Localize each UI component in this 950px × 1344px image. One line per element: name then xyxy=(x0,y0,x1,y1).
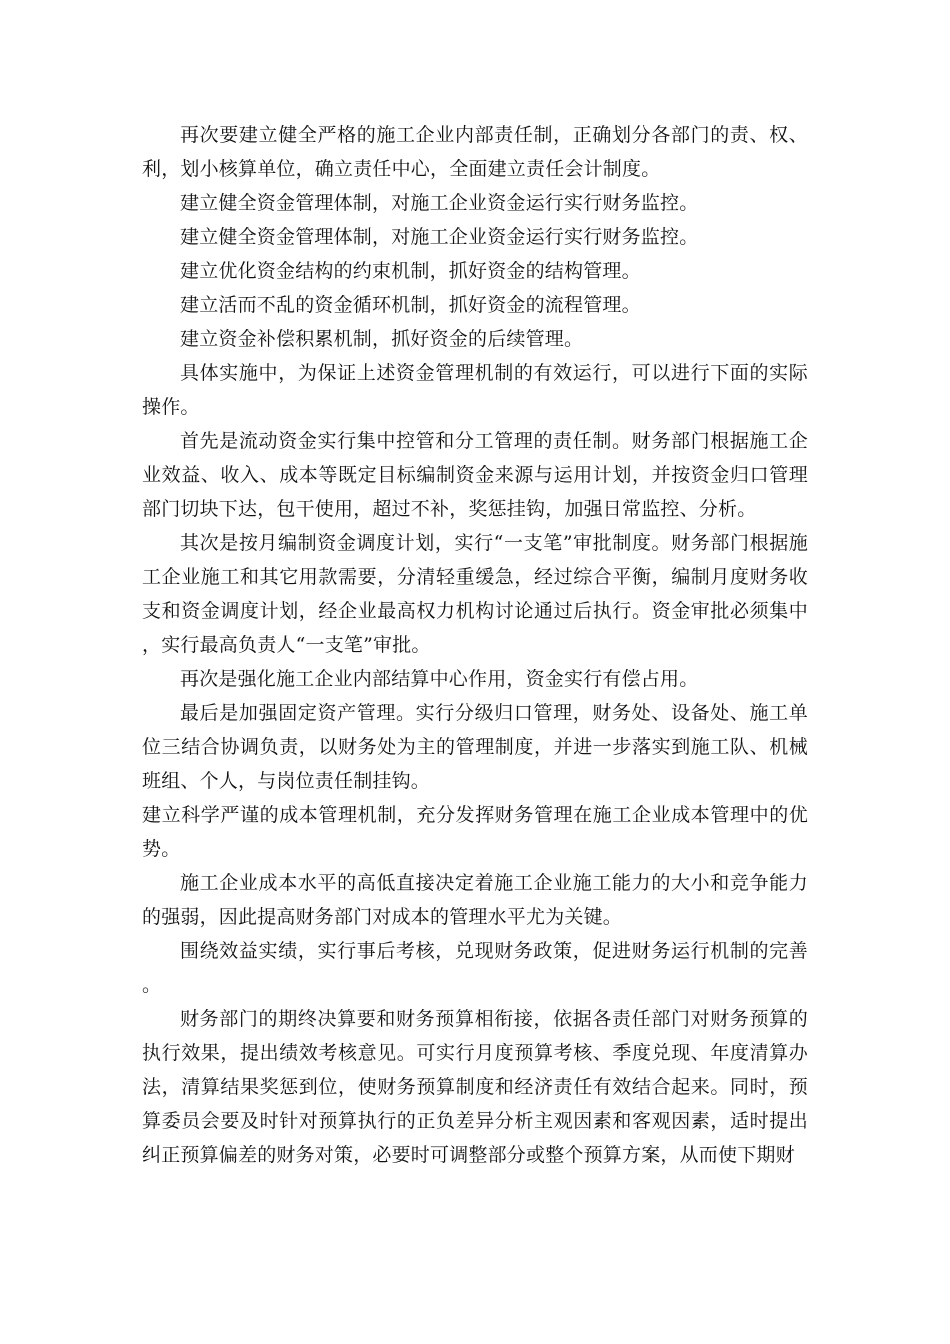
paragraph-11: 最后是加强固定资产管理。实行分级归口管理，财务处、设备处、施工单位三结合协调负责，以财务处为主的管理制度，并进一步落实到施工队、机械班组、个人，与岗位责任制挂钩。 xyxy=(142,702,808,792)
document-body xyxy=(142,118,808,1172)
paragraph-14: 围绕效益实绩，实行事后考核，兑现财务政策，促进财务运行机制的完善。 xyxy=(142,940,808,996)
paragraph-13: 施工企业成本水平的高低直接决定着施工企业施工能力的大小和竞争能力的强弱，因此提高财务部门对成本的管理水平尤为关键。 xyxy=(142,872,808,928)
paragraph-10: 再次是强化施工企业内部结算中心作用，资金实行有偿占用。 xyxy=(180,668,699,690)
paragraph-3: 建立健全资金管理体制，对施工企业资金运行实行财务监控。 xyxy=(180,226,699,248)
paragraph-9: 其次是按月编制资金调度计划，实行“一支笔”审批制度。财务部门根据施工企业施工和其它用款需要，分清轻重缓急，经过综合平衡，编制月度财务收支和资金调度计划，经企业最高权力机构讨论通过后执行。资金审批必须集中，实行最高负责人“一支笔”审批。 xyxy=(142,532,808,656)
paragraph-4: 建立优化资金结构的约束机制，抓好资金的结构管理。 xyxy=(180,260,641,282)
paragraph-6: 建立资金补偿积累机制，抓好资金的后续管理。 xyxy=(180,328,584,350)
paragraph-12: 建立科学严谨的成本管理机制，充分发挥财务管理在施工企业成本管理中的优势。 xyxy=(142,804,808,860)
paragraph-1: 再次要建立健全严格的施工企业内部责任制，正确划分各部门的责、权、利，划小核算单位，确立责任中心，全面建立责任会计制度。 xyxy=(142,124,808,180)
paragraph-15: 财务部门的期终决算要和财务预算相衔接，依据各责任部门对财务预算的执行效果，提出绩效考核意见。可实行月度预算考核、季度兑现、年度清算办法，清算结果奖惩到位，使财务预算制度和经济责任有效结合起来。同时，预算委员会要及时针对预算执行的正负差异分析主观因素和客观因素，适时提出纠正预算偏差的财务对策，必要时可调整部分或整个预算方案，从而使下期财 xyxy=(142,1008,808,1166)
paragraph-7: 具体实施中，为保证上述资金管理机制的有效运行，可以进行下面的实际操作。 xyxy=(142,362,808,418)
paragraph-5: 建立活而不乱的资金循环机制，抓好资金的流程管理。 xyxy=(180,294,641,316)
paragraph-2: 建立健全资金管理体制，对施工企业资金运行实行财务监控。 xyxy=(180,192,699,214)
paragraph-8: 首先是流动资金实行集中控管和分工管理的责任制。财务部门根据施工企业效益、收入、成本等既定目标编制资金来源与运用计划，并按资金归口管理部门切块下达，包干使用，超过不补，奖惩挂钩，加强日常监控、分析。 xyxy=(142,430,808,520)
